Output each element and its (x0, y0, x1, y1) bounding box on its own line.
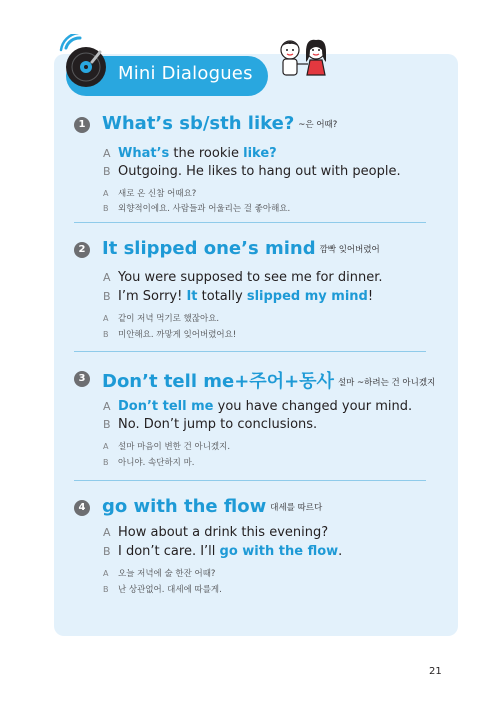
section-number-badge: 3 (74, 371, 90, 387)
dialogue-line-a: A How about a drink this evening? (103, 525, 329, 540)
translation-line-b: B 난 상관없어. 대세에 따를게. (103, 585, 222, 595)
translation-line-a: A 같이 저녁 먹기로 했잖아요. (103, 314, 220, 324)
section-divider (74, 222, 426, 223)
dialogue-line-b: B Outgoing. He likes to hang out with people. (103, 164, 401, 179)
section-number-badge: 1 (74, 117, 90, 133)
translation-line-b: B 외향적이에요. 사람들과 어울리는 걸 좋아해요. (103, 204, 291, 214)
section-heading: What’s sb/sth like? ~은 어때? (102, 113, 338, 134)
dialogue-line-b: B I’m Sorry! It totally slipped my mind! (103, 289, 374, 304)
translation-line-b: B 아니야. 속단하지 마. (103, 458, 195, 468)
page-number: 21 (429, 666, 442, 677)
section-heading: go with the flow 대세를 따르다 (102, 496, 323, 517)
dialogue-line-b: B No. Don’t jump to conclusions. (103, 417, 318, 432)
dialogue-line-b: B I don’t care. I’ll go with the flow. (103, 544, 343, 559)
dialogue-line-a: A What’s the rookie like? (103, 146, 277, 161)
section-heading: It slipped one’s mind 깜빡 잊어버렸어 (102, 238, 380, 259)
dialogue-line-a: A Don’t tell me you have changed your mind. (103, 399, 413, 414)
banner-title: Mini Dialogues (118, 63, 253, 84)
translation-line-a: A 오늘 저녁에 술 한잔 어때? (103, 569, 216, 579)
section-number-badge: 4 (74, 500, 90, 516)
section-heading: Don’t tell me+주어+동사 설마 ~하려는 건 아니겠지 (102, 371, 436, 392)
translation-line-b: B 미안해요. 까맣게 잊어버렸어요! (103, 330, 237, 340)
section-divider (74, 480, 426, 481)
translation-line-a: A 설마 마음이 변한 건 아니겠지. (103, 442, 231, 452)
section-number-badge: 2 (74, 242, 90, 258)
section-divider (74, 351, 426, 352)
couple-illustration (270, 38, 338, 78)
translation-line-a: A 새로 온 신참 어때요? (103, 189, 197, 199)
headphones-disc-icon (56, 34, 112, 90)
dialogue-line-a: A You were supposed to see me for dinner. (103, 270, 383, 285)
